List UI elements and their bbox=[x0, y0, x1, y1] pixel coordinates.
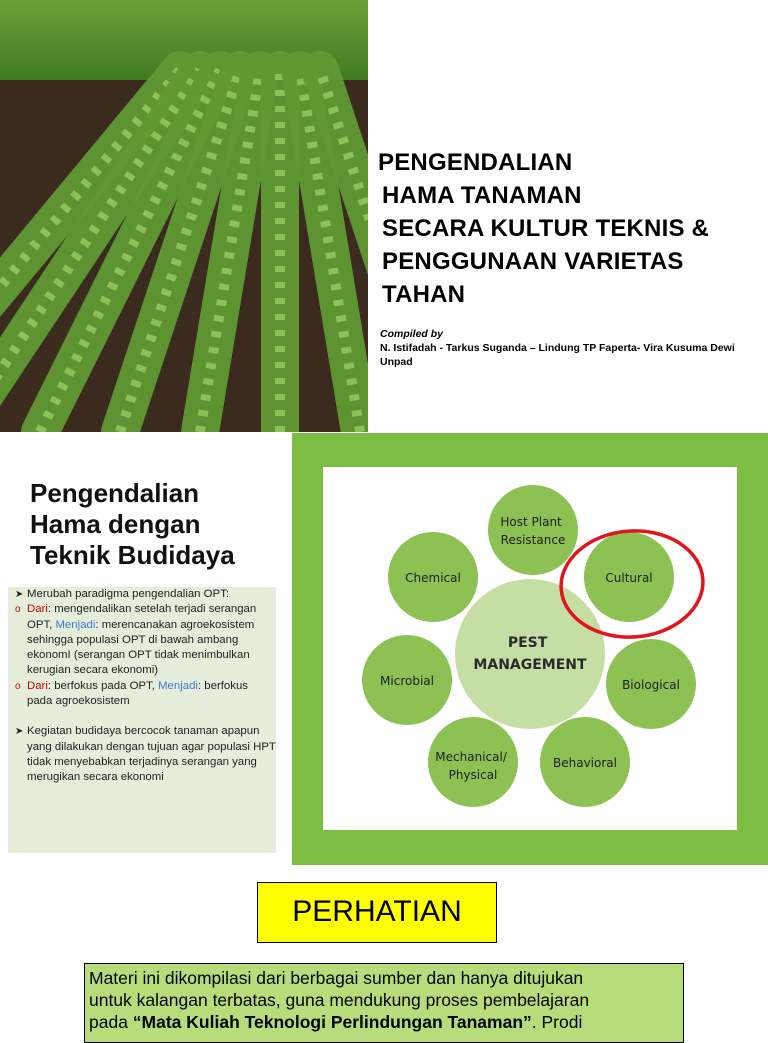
node-label: Chemical bbox=[405, 571, 461, 585]
notes-box bbox=[8, 587, 276, 853]
disclaimer-line: untuk kalangan terbatas, guna mendukung proses pembelajaran bbox=[89, 990, 590, 1010]
arrow-bullet-icon: ➤ bbox=[15, 726, 24, 738]
node-host-plant bbox=[488, 485, 578, 575]
from-label: Dari bbox=[27, 603, 48, 616]
heading-line: Pengendalian bbox=[30, 478, 200, 508]
node-label: Host Plant Resistance bbox=[500, 515, 566, 547]
to-label: Menjadi bbox=[158, 679, 198, 692]
node-mechanical bbox=[428, 717, 518, 807]
title-line: HAMA TANAMAN bbox=[382, 182, 582, 209]
disclaimer-line: Materi ini dikompilasi dari berbagai sumber dan hanya ditujukan bbox=[89, 968, 584, 988]
institution: Unpad bbox=[380, 356, 413, 368]
author-list: N. Istifadah - Tarkus Suganda – Lindung TP Faperta- Vira Kusuma Dewi bbox=[380, 342, 735, 354]
node-microbial bbox=[362, 635, 452, 725]
heading-line: Teknik Budidaya bbox=[30, 540, 235, 570]
center-circle bbox=[455, 579, 605, 729]
node-label: Mechanical/ Physical bbox=[435, 750, 507, 782]
node-behavioral bbox=[540, 717, 630, 807]
node-label: Behavioral bbox=[553, 756, 617, 770]
from-text: : mengendalikan setelah terjadi serangan OPT, bbox=[27, 603, 257, 631]
list-item-text: Kegiatan budidaya bercocok tanaman apapun yang dilakukan dengan tujuan agar populasi HPT tidak menyebabkan terjadinya serangan yang merugikan secara ekonomi bbox=[27, 725, 276, 784]
disclaimer-box bbox=[84, 963, 684, 1043]
arrow-bullet-icon: ➤ bbox=[15, 589, 24, 600]
from-label: Dari bbox=[27, 679, 48, 692]
sub-list-item bbox=[8, 602, 276, 678]
pest-management-diagram bbox=[323, 467, 737, 830]
from-text: : berfokus pada OPT, bbox=[47, 679, 159, 692]
to-text: : berfokus pada agroekosistem bbox=[27, 679, 248, 708]
course-name: “Mata Kuliah Teknologi Perlindungan Tanaman” bbox=[132, 1012, 532, 1032]
crop-field-image bbox=[0, 0, 368, 432]
list-item-text: Merubah paradigma pengendalian OPT: bbox=[27, 588, 229, 600]
node-label: Biological bbox=[622, 678, 680, 692]
diagram-svg bbox=[323, 467, 737, 830]
disclaimer-line: pada “Mata Kuliah Teknologi Perlindungan Tanaman”. Prodi bbox=[89, 1012, 583, 1032]
node-biological bbox=[606, 639, 696, 729]
sub-list-item bbox=[8, 679, 276, 710]
presentation-title bbox=[378, 146, 763, 311]
title-line: PENGGUNAAN VARIETAS bbox=[382, 248, 684, 275]
section-heading bbox=[30, 478, 235, 571]
title-line: SECARA KULTUR TEKNIS & bbox=[382, 215, 710, 242]
node-label: Microbial bbox=[380, 674, 434, 688]
node-label: Cultural bbox=[605, 571, 653, 585]
heading-line: Hama dengan bbox=[30, 509, 201, 539]
attention-heading: PERHATIAN bbox=[257, 882, 497, 943]
crop-field-photo bbox=[0, 0, 368, 432]
to-label: Menjadi bbox=[55, 618, 96, 631]
circle-bullet-icon: o bbox=[15, 604, 21, 616]
node-chemical bbox=[388, 532, 478, 622]
to-text: : merencanakan agroekosistem sehingga populasi OPT di bawah ambang ekonomI (serangan OPT tidak menimbulkan kerugian secara ekonomi) bbox=[27, 618, 255, 677]
list-item bbox=[8, 587, 276, 602]
title-line: PENGENDALIAN bbox=[378, 149, 573, 176]
circle-bullet-icon: o bbox=[15, 680, 21, 692]
compiled-by-label: Compiled by bbox=[380, 328, 444, 340]
list-item bbox=[8, 724, 276, 785]
credits bbox=[380, 327, 765, 369]
center-label: PEST MANAGEMENT bbox=[473, 635, 587, 673]
node-cultural bbox=[584, 532, 674, 622]
title-line: TAHAN bbox=[382, 281, 466, 308]
